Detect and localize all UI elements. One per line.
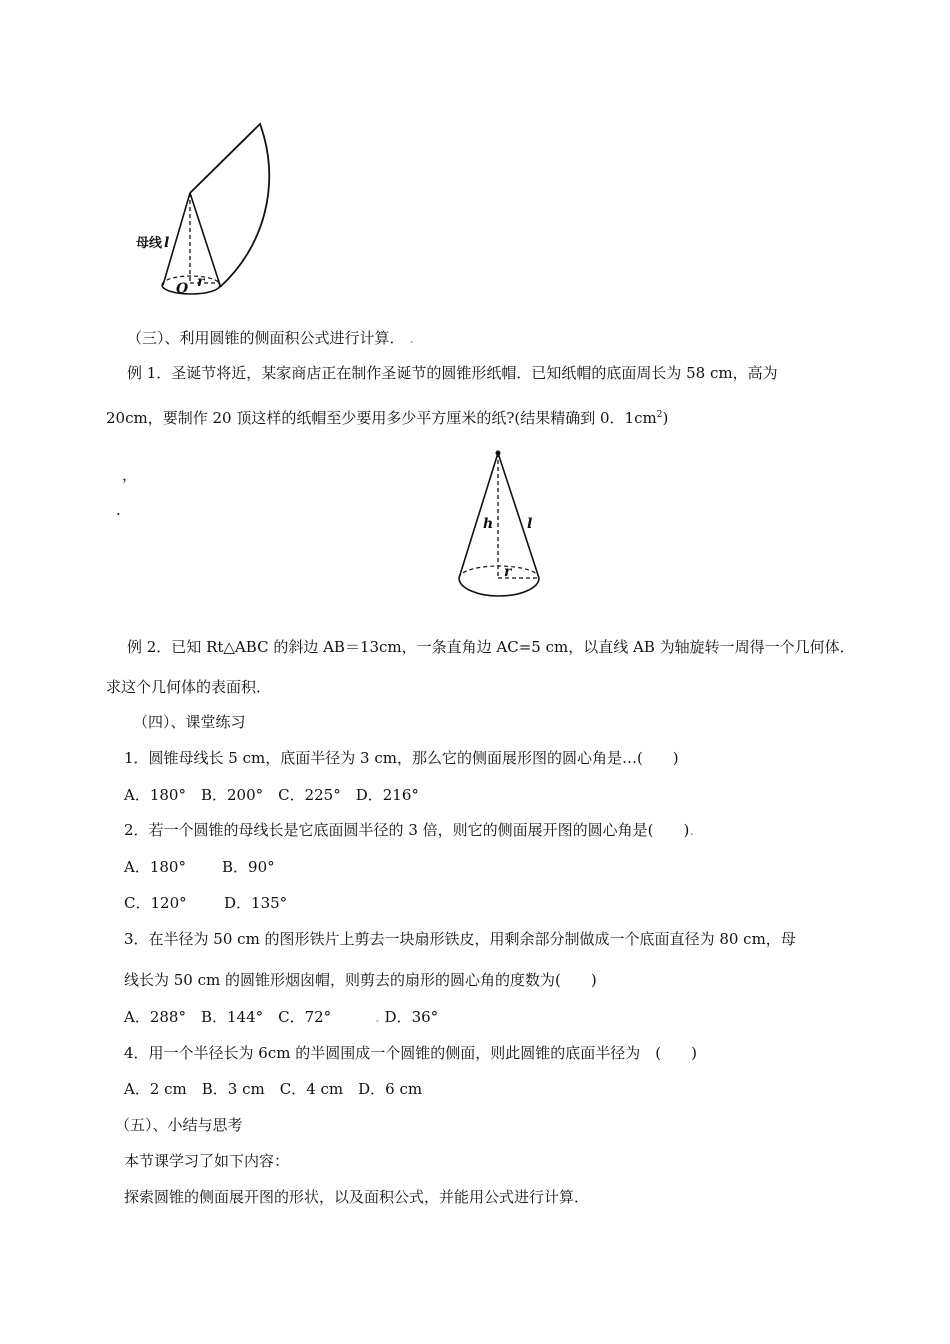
section-5-heading: （五）、小结与思考 xyxy=(115,1116,243,1134)
question-2-option-a: A．180° xyxy=(124,858,186,876)
question-4-stem: 4．用一个半径长为 6cm 的半圆围成一个圆锥的侧面，则此圆锥的底面半径为 ( ) xyxy=(124,1044,697,1062)
cone-sector-figure xyxy=(130,120,300,305)
summary-line-2: 探索圆锥的侧面展开图的形状，以及面积公式，并能用公式进行计算． xyxy=(124,1188,590,1206)
section-4-heading: （四）、课堂练习 xyxy=(133,713,246,731)
example-1-line-2: 20cm，要制作 20 顶这样的纸帽至少要用多少平方厘米的纸?(结果精确到 0．$1cm^2$) xyxy=(106,409,669,427)
question-3-options-abc: A．288° B．144° C．72° xyxy=(124,1008,332,1026)
stray-dot: . xyxy=(116,501,121,519)
l-label: l xyxy=(164,235,170,251)
stray-comma: ， xyxy=(122,466,138,484)
h-label: h xyxy=(483,516,494,532)
example-1-line-1: 例 1．圣诞节将近，某家商店正在制作圣诞节的圆锥形纸帽．已知纸帽的底面周长为 58 cm，高为 xyxy=(127,364,778,382)
question-1-options: A．180° B．200° C．225° D．216° xyxy=(124,786,419,804)
question-3-option-d: . D．36° xyxy=(375,1008,439,1026)
r-label: r xyxy=(197,274,205,290)
summary-line-1: 本节课学习了如下内容： xyxy=(124,1152,290,1170)
section-3-heading: （三）、利用圆锥的侧面积公式进行计算． . xyxy=(127,329,415,347)
l-label: l xyxy=(527,516,533,532)
example-2-line-2: 求这个几何体的表面积． xyxy=(106,678,272,696)
question-2-option-c: C．120° xyxy=(124,894,187,912)
question-3-line-1: 3．在半径为 50 cm 的图形铁片上剪去一块扇形铁皮，用剩余部分制做成一个底面直径为 80 cm，母 xyxy=(124,930,796,948)
question-1-stem: 1．圆锥母线长 5 cm，底面半径为 3 cm，那么它的侧面展形图的圆心角是…( ) xyxy=(124,749,679,767)
r-label: r xyxy=(504,564,512,580)
generatrix-label: 母线 xyxy=(136,236,163,251)
question-2-option-b: B．90° xyxy=(222,858,275,876)
question-2-option-d: D．135° xyxy=(224,894,288,912)
example-2-line-1: 例 2．已知 Rt△ABC 的斜边 AB＝13cm，一条直角边 AC=5 cm，以直线 AB 为轴旋转一周得一个几何体． xyxy=(127,638,855,656)
o-label: O xyxy=(176,281,189,297)
question-3-line-2: 线长为 50 cm 的圆锥形烟囱帽，则剪去的扇形的圆心角的度数为( ) xyxy=(124,971,597,989)
cone-figure xyxy=(455,446,545,606)
question-4-options: A．2 cm B．3 cm C．4 cm D．6 cm xyxy=(124,1080,423,1098)
question-2-stem: 2．若一个圆锥的母线长是它底面圆半径的 3 倍，则它的侧面展开图的圆心角是( ). xyxy=(124,821,695,839)
